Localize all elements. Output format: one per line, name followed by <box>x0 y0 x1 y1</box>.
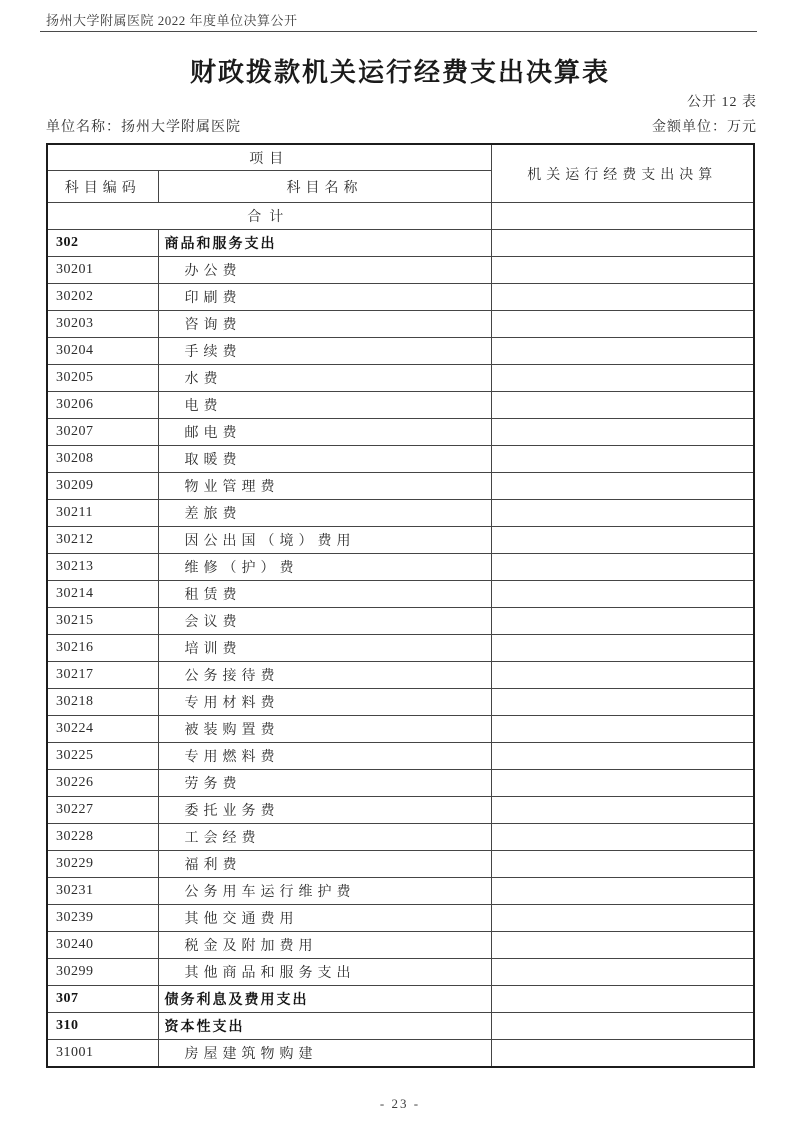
value-cell <box>491 1040 754 1068</box>
code-cell: 30228 <box>47 824 158 851</box>
table-row <box>47 257 754 284</box>
value-cell <box>491 527 754 554</box>
name-cell: 培训费 <box>158 635 491 662</box>
value-cell <box>491 392 754 419</box>
code-cell: 30205 <box>47 365 158 392</box>
value-cell <box>491 716 754 743</box>
header-value: 机关运行经费支出决算 <box>491 144 754 203</box>
value-cell <box>491 689 754 716</box>
table-row <box>47 797 754 824</box>
name-cell: 税金及附加费用 <box>158 932 491 959</box>
value-cell <box>491 662 754 689</box>
value-cell <box>491 824 754 851</box>
code-cell: 30209 <box>47 473 158 500</box>
code-cell: 30207 <box>47 419 158 446</box>
table-row <box>47 635 754 662</box>
name-cell: 房屋建筑物购建 <box>158 1040 491 1068</box>
name-cell: 被装购置费 <box>158 716 491 743</box>
code-cell: 31001 <box>47 1040 158 1068</box>
name-cell: 其他交通费用 <box>158 905 491 932</box>
name-cell: 专用燃料费 <box>158 743 491 770</box>
code-cell: 30224 <box>47 716 158 743</box>
table-row <box>47 581 754 608</box>
page-number: - 23 - <box>379 1096 421 1111</box>
code-cell: 30231 <box>47 878 158 905</box>
table-row <box>47 230 754 257</box>
table-row <box>47 311 754 338</box>
value-cell <box>491 1013 754 1040</box>
value-cell <box>491 986 754 1013</box>
code-cell: 30217 <box>47 662 158 689</box>
value-cell <box>491 257 754 284</box>
table-row <box>47 905 754 932</box>
code-cell: 30202 <box>47 284 158 311</box>
name-cell: 专用材料费 <box>158 689 491 716</box>
code-cell: 30216 <box>47 635 158 662</box>
value-cell <box>491 635 754 662</box>
header-divider <box>40 31 757 32</box>
name-cell: 差旅费 <box>158 500 491 527</box>
code-cell: 30215 <box>47 608 158 635</box>
table-row <box>47 689 754 716</box>
code-cell: 30212 <box>47 527 158 554</box>
value-cell <box>491 311 754 338</box>
name-cell: 办公费 <box>158 257 491 284</box>
amount-unit-label: 金额单位：万元 <box>652 120 757 135</box>
name-cell: 水费 <box>158 365 491 392</box>
code-cell: 30225 <box>47 743 158 770</box>
name-cell: 劳务费 <box>158 770 491 797</box>
unit-name-label: 单位名称：扬州大学附属医院 <box>46 120 241 135</box>
value-cell <box>491 203 754 230</box>
value-cell <box>491 473 754 500</box>
name-cell: 物业管理费 <box>158 473 491 500</box>
code-cell: 302 <box>47 230 158 257</box>
value-cell <box>491 608 754 635</box>
value-cell <box>491 446 754 473</box>
name-cell: 其他商品和服务支出 <box>158 959 491 986</box>
table-row <box>47 878 754 905</box>
table-header-row-project <box>47 144 754 171</box>
name-cell: 邮电费 <box>158 419 491 446</box>
value-cell <box>491 365 754 392</box>
value-cell <box>491 797 754 824</box>
code-cell: 307 <box>47 986 158 1013</box>
table-body <box>47 203 754 1068</box>
code-cell: 30204 <box>47 338 158 365</box>
table-meta-row <box>46 116 757 136</box>
value-cell <box>491 284 754 311</box>
name-cell: 债务利息及费用支出 <box>158 986 491 1013</box>
document-header-note: 扬州大学附属医院 2022 年度单位决算公开 <box>46 13 298 28</box>
code-cell: 30206 <box>47 392 158 419</box>
value-cell <box>491 581 754 608</box>
table-row <box>47 392 754 419</box>
value-cell <box>491 419 754 446</box>
table-row <box>47 527 754 554</box>
name-cell: 公务用车运行维护费 <box>158 878 491 905</box>
code-cell: 30213 <box>47 554 158 581</box>
table-row <box>47 446 754 473</box>
value-cell <box>491 851 754 878</box>
table-row <box>47 959 754 986</box>
table-row <box>47 554 754 581</box>
table-row <box>47 743 754 770</box>
table-header <box>47 144 754 203</box>
total-label: 合计 <box>47 203 491 230</box>
table-row <box>47 338 754 365</box>
header-name: 科目名称 <box>158 171 491 203</box>
name-cell: 维修（护）费 <box>158 554 491 581</box>
expenditure-table <box>46 143 755 1068</box>
table-row <box>47 473 754 500</box>
name-cell: 委托业务费 <box>158 797 491 824</box>
value-cell <box>491 959 754 986</box>
code-cell: 30239 <box>47 905 158 932</box>
value-cell <box>491 905 754 932</box>
value-cell <box>491 554 754 581</box>
name-cell: 取暖费 <box>158 446 491 473</box>
code-cell: 30227 <box>47 797 158 824</box>
code-cell: 30211 <box>47 500 158 527</box>
name-cell: 电费 <box>158 392 491 419</box>
table-row <box>47 716 754 743</box>
table-row <box>47 986 754 1013</box>
value-cell <box>491 770 754 797</box>
name-cell: 租赁费 <box>158 581 491 608</box>
table-row <box>47 662 754 689</box>
name-cell: 会议费 <box>158 608 491 635</box>
value-cell <box>491 338 754 365</box>
page-title: 财政拨款机关运行经费支出决算表 <box>189 58 610 87</box>
code-cell: 30208 <box>47 446 158 473</box>
code-cell: 310 <box>47 1013 158 1040</box>
name-cell: 公务接待费 <box>158 662 491 689</box>
code-cell: 30229 <box>47 851 158 878</box>
name-cell: 印刷费 <box>158 284 491 311</box>
table-row <box>47 284 754 311</box>
code-cell: 30214 <box>47 581 158 608</box>
value-cell <box>491 743 754 770</box>
code-cell: 30240 <box>47 932 158 959</box>
code-cell: 30226 <box>47 770 158 797</box>
code-cell: 30201 <box>47 257 158 284</box>
table-number-label: 公开 12 表 <box>687 95 757 110</box>
value-cell <box>491 878 754 905</box>
table-row <box>47 770 754 797</box>
table-row <box>47 203 754 230</box>
name-cell: 因公出国（境）费用 <box>158 527 491 554</box>
table-row <box>47 1013 754 1040</box>
value-cell <box>491 932 754 959</box>
name-cell: 工会经费 <box>158 824 491 851</box>
code-cell: 30299 <box>47 959 158 986</box>
name-cell: 商品和服务支出 <box>158 230 491 257</box>
value-cell <box>491 230 754 257</box>
table-row <box>47 365 754 392</box>
table-row <box>47 500 754 527</box>
name-cell: 手续费 <box>158 338 491 365</box>
table-row <box>47 419 754 446</box>
header-project: 项目 <box>47 144 491 171</box>
code-cell: 30218 <box>47 689 158 716</box>
table-row <box>47 608 754 635</box>
table-row <box>47 824 754 851</box>
name-cell: 福利费 <box>158 851 491 878</box>
code-cell: 30203 <box>47 311 158 338</box>
table-row <box>47 851 754 878</box>
table-row <box>47 1040 754 1068</box>
table-row <box>47 932 754 959</box>
name-cell: 咨询费 <box>158 311 491 338</box>
value-cell <box>491 500 754 527</box>
name-cell: 资本性支出 <box>158 1013 491 1040</box>
header-code: 科目编码 <box>47 171 158 203</box>
